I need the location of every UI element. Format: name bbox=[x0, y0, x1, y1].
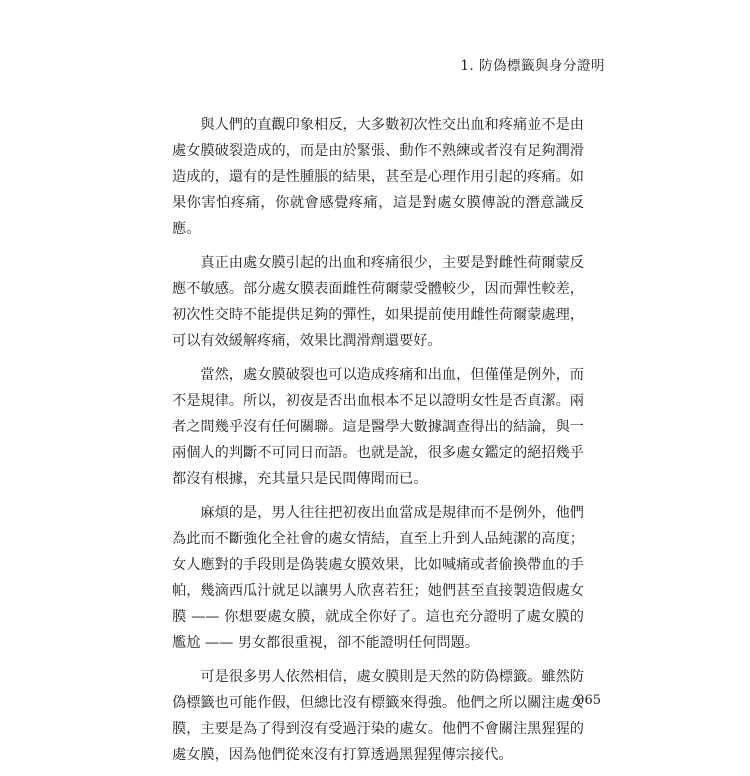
body-text bbox=[172, 112, 584, 776]
paragraph: 與人們的直觀印象相反，大多數初次性交出血和疼痛並不是由處女膜破裂造成的，而是由於緊張、動作不熟練或者沒有足夠潤滑造成的，還有的是性腫脹的結果，甚至是心理作用引起的疼痛。如果你害怕疼痛，你就會感覺疼痛，這是對處女膜傳說的潛意識反應。 bbox=[172, 117, 584, 237]
paragraph: 當然，處女膜破裂也可以造成疼痛和出血，但僅僅是例外，而不是規律。所以，初夜是否出血根本不足以證明女性是否貞潔。兩者之間幾乎沒有任何關聯。這是醫學大數據調查得出的結論，與一兩個人的判斷不可同日而語。也就是說，很多處女鑑定的絕招幾乎都沒有根據，充其量只是民間傳聞而已。 bbox=[172, 367, 584, 487]
paragraph: 可是很多男人依然相信，處女膜則是天然的防偽標籤。雖然防偽標籤也可能作假，但總比沒有標籤來得強。他們之所以關注處女膜，主要是為了得到沒有受過汙染的處女。他們不會關注黑猩猩的處女膜，因為他們從來沒有打算透過黑猩猩傳宗接代。 bbox=[172, 669, 584, 763]
paragraph: 麻煩的是，男人往往把初夜出血當成是規律而不是例外，他們為此而不斷強化全社會的處女情結，直至上升到人品純潔的高度；女人應對的手段則是偽裝處女膜效果，比如喊痛或者偷換帶血的手帕，幾滴西瓜汁就足以讓男人欣喜若狂；她們甚至直接製造假處女膜 —— 你想要處女膜，就成全你好了。這也充分證明了處女膜的尷尬 —— 男女都很重視，卻不能證明任何問題。 bbox=[172, 505, 584, 651]
running-header: 1. 防偽標籤與身分證明 bbox=[460, 58, 605, 74]
page-number: 065 bbox=[576, 693, 601, 708]
paragraph: 真正由處女膜引起的出血和疼痛很少，主要是對雌性荷爾蒙反應不敏感。部分處女膜表面雌性荷爾蒙受體較少，因而彈性較差，初次性交時不能提供足夠的彈性，如果提前使用雌性荷爾蒙處理，可以有效緩解疼痛，效果比潤滑劑還要好。 bbox=[172, 255, 584, 349]
